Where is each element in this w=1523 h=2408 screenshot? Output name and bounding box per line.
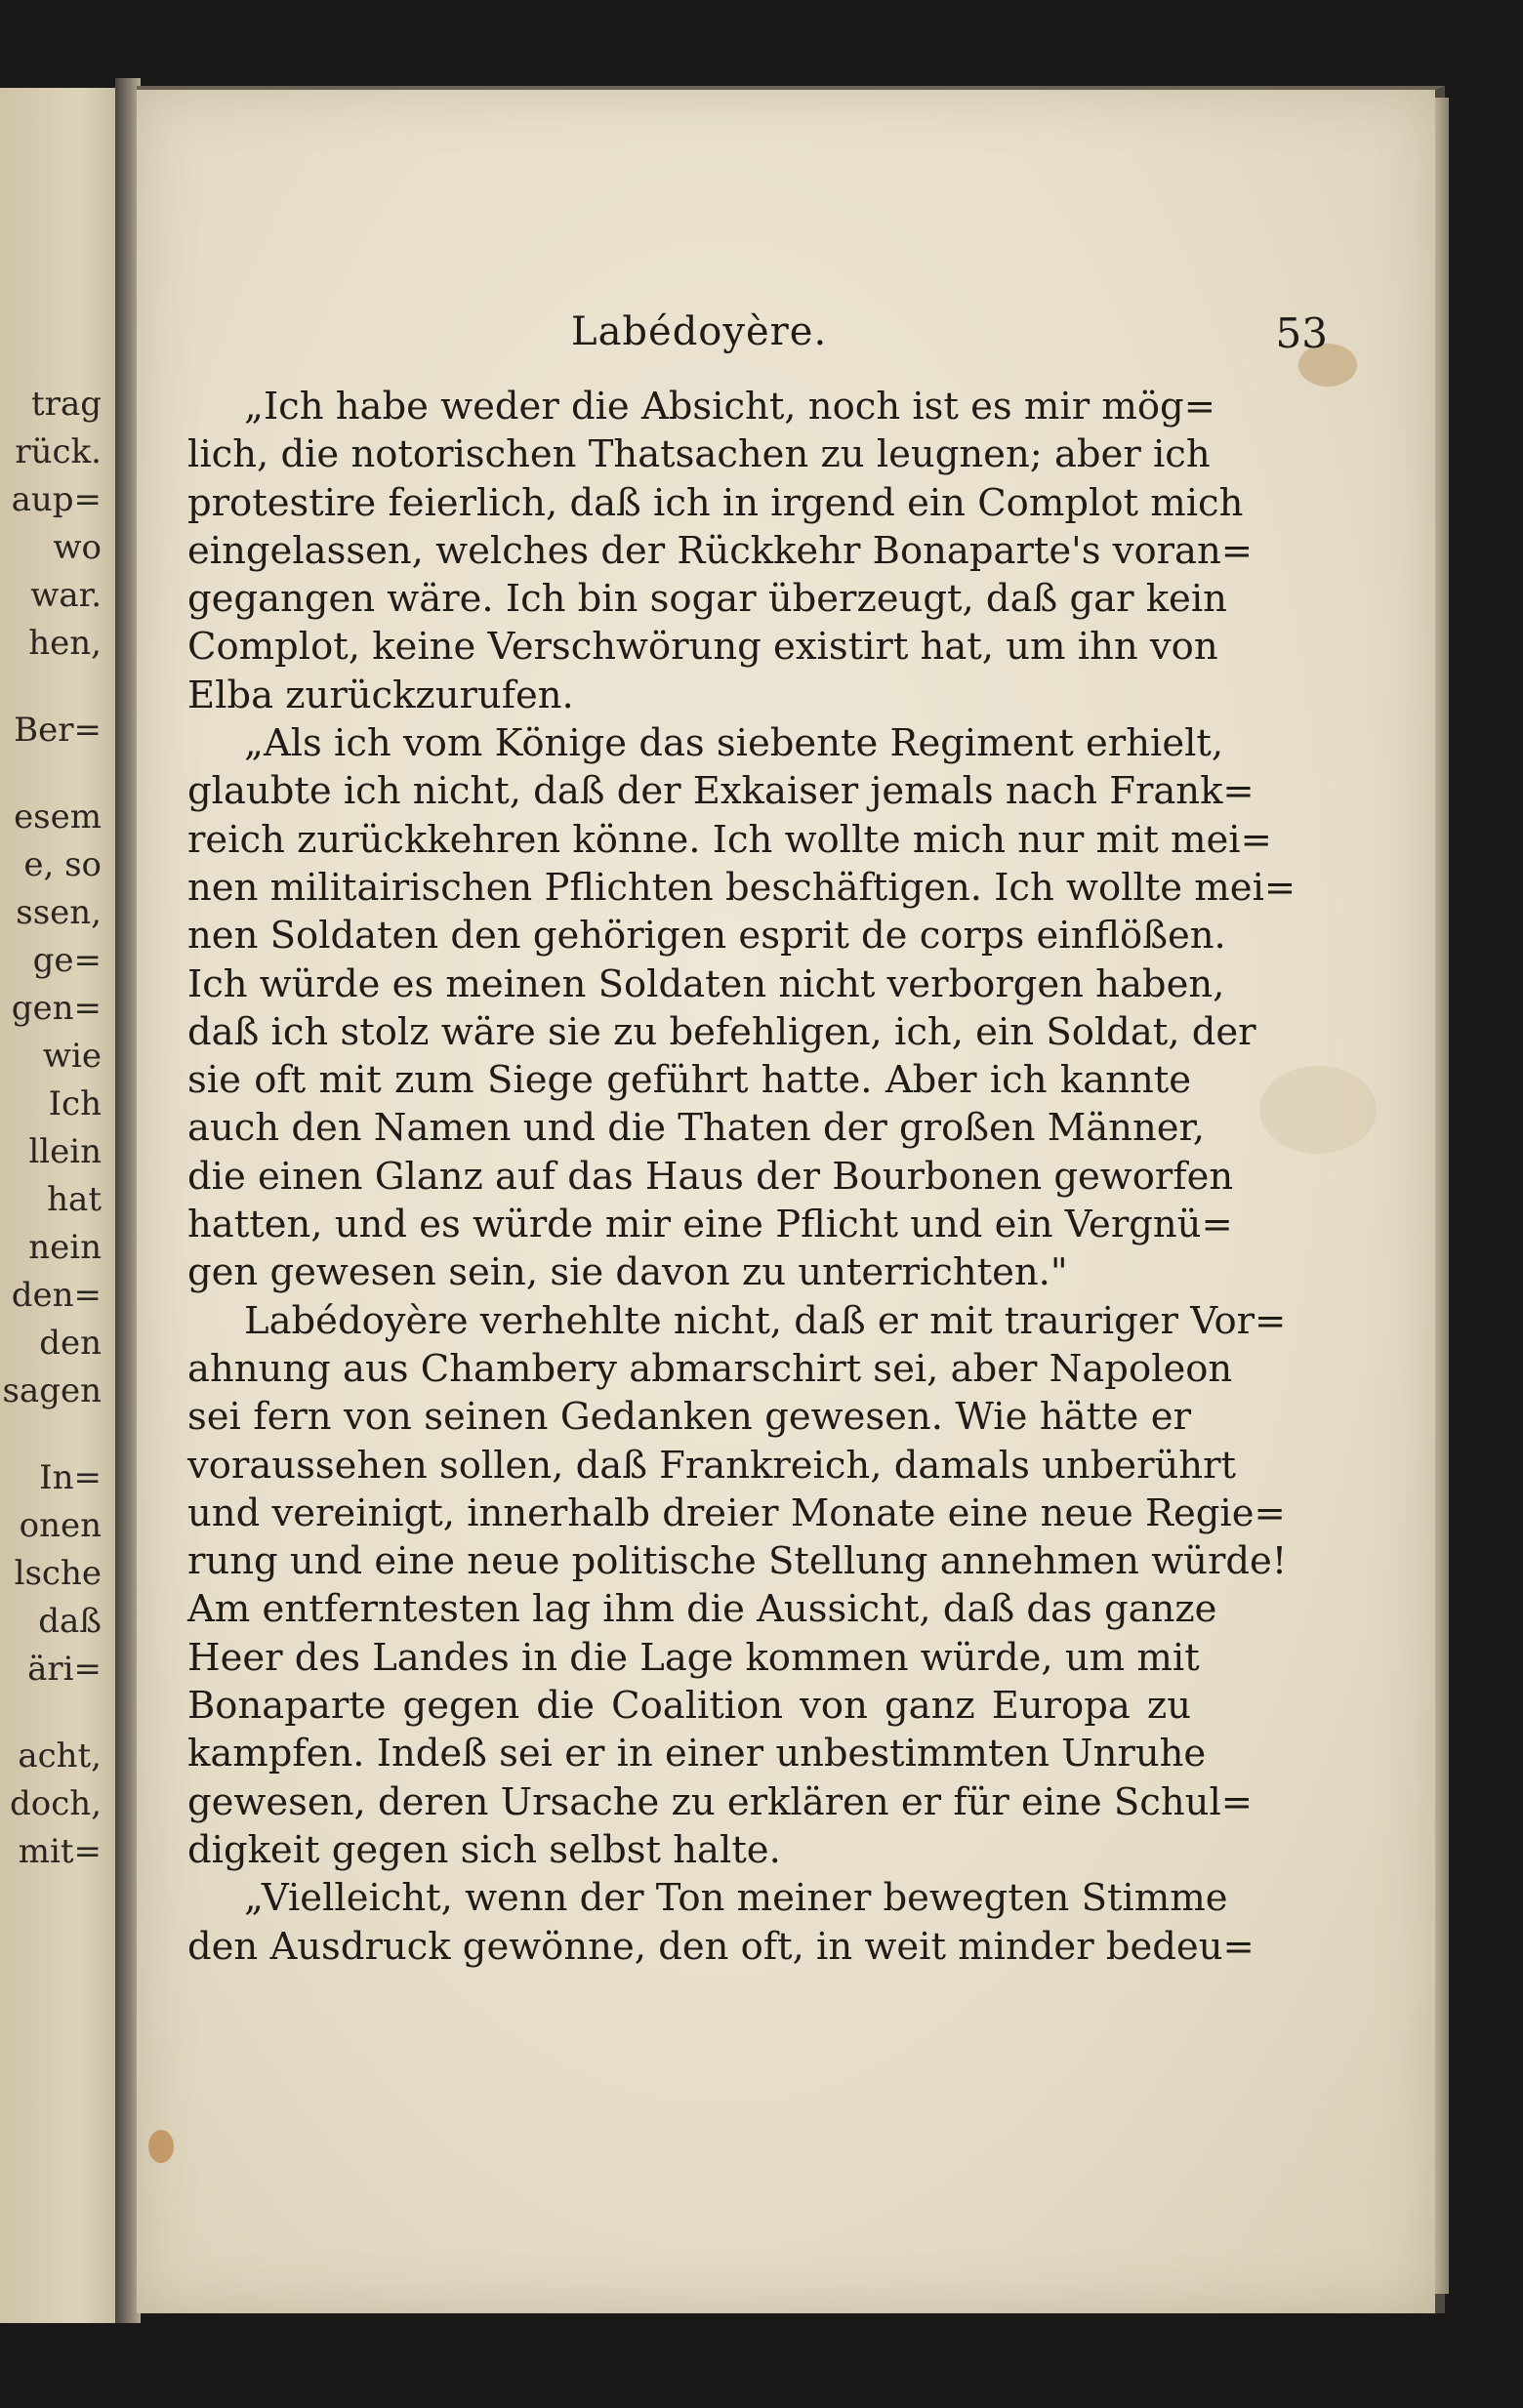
paper-stain	[1259, 1066, 1377, 1154]
text-line: die einen Glanz auf das Haus der Bourbonen geworfen	[187, 1154, 1234, 1199]
text-line: glaubte ich nicht, daß der Exkaiser jemals nach Frank=	[187, 769, 1255, 814]
fragment: wo	[53, 528, 102, 567]
text-line: sie oft mit zum Siege geführt hatte. Aber ich kannte	[187, 1058, 1191, 1103]
running-head: Labédoyère.	[571, 309, 828, 354]
fragment: den	[39, 1324, 102, 1363]
fragment: nein	[28, 1228, 102, 1267]
text-line: den Ausdruck gewönne, den oft, in weit minder bedeu=	[187, 1924, 1255, 1969]
fragment: ssen,	[16, 893, 102, 932]
fragment: llein	[28, 1132, 102, 1171]
fragment: den=	[11, 1276, 102, 1315]
text-line: gen gewesen sein, sie davon zu unterrichten."	[187, 1250, 1068, 1295]
page-number: 53	[1275, 309, 1328, 357]
text-line: digkeit gegen sich selbst halte.	[187, 1827, 781, 1872]
text-line: „Als ich vom Könige das siebente Regiment erhielt,	[244, 721, 1224, 766]
fragment: äri=	[27, 1650, 102, 1689]
fragment: aup=	[11, 480, 102, 519]
fragment: Ber=	[14, 711, 102, 750]
text-line: Labédoyère verhehlte nicht, daß er mit trauriger Vor=	[244, 1298, 1287, 1343]
text-line: „Ich habe weder die Absicht, noch ist es mir mög=	[244, 385, 1215, 429]
left-page-fragments	[2, 381, 102, 1876]
text-line: ahnung aus Chambery abmarschirt sei, aber Napoleon	[187, 1346, 1233, 1391]
fragment: rück.	[15, 432, 102, 471]
text-line: sei fern von seinen Gedanken gewesen. Wie hätte er	[187, 1395, 1191, 1440]
text-line: auch den Namen und die Thaten der großen Männer,	[187, 1106, 1205, 1151]
fragment: mit=	[18, 1832, 102, 1871]
fragment: daß	[38, 1602, 102, 1641]
text-line: „Vielleicht, wenn der Ton meiner bewegten Stimme	[244, 1876, 1228, 1921]
text-line: reich zurückkehren könne. Ich wollte mich nur mit mei=	[187, 817, 1272, 862]
fragment: wie	[42, 1037, 102, 1076]
fragment: gen=	[11, 989, 102, 1028]
fragment: war.	[30, 576, 102, 615]
fragment: In=	[39, 1458, 102, 1497]
text-line: daß ich stolz wäre sie zu befehligen, ich, ein Soldat, der	[187, 1009, 1256, 1054]
text-line: gewesen, deren Ursache zu erklären er für eine Schul=	[187, 1779, 1254, 1824]
fragment: hat	[47, 1180, 102, 1219]
text-line: Bonaparte gegen die Coalition von ganz Europa zu	[187, 1684, 1191, 1729]
text-line: eingelassen, welches der Rückkehr Bonaparte's voran=	[187, 528, 1254, 573]
right-page	[137, 86, 1445, 2313]
text-line: nen militairischen Pflichten beschäftigen. Ich wollte mei=	[187, 865, 1297, 910]
fragment: onen	[19, 1506, 102, 1545]
fragment: esem	[14, 797, 102, 837]
text-line: Am entferntesten lag ihm die Aussicht, daß das ganze	[187, 1587, 1217, 1632]
fragment: trag	[31, 385, 102, 424]
fragment: sagen	[2, 1371, 102, 1410]
fragment: lsche	[14, 1554, 102, 1593]
text-line: hatten, und es würde mir eine Pflicht und ein Vergnü=	[187, 1203, 1233, 1247]
page-edge	[1435, 98, 1449, 2294]
text-line: rung und eine neue politische Stellung annehmen würde!	[187, 1539, 1288, 1584]
text-line: voraussehen sollen, daß Frankreich, damals unberührt	[187, 1443, 1236, 1488]
text-line: lich, die notorischen Thatsachen zu leugnen; aber ich	[187, 432, 1211, 477]
page-header	[137, 309, 1435, 368]
text-line: Complot, keine Verschwörung existirt hat, um ihn von	[187, 625, 1218, 670]
fragment: Ich	[48, 1084, 102, 1123]
text-line: Elba zurückzurufen.	[187, 673, 574, 717]
text-line: Ich würde es meinen Soldaten nicht verborgen haben,	[187, 961, 1225, 1006]
fragment: hen,	[28, 624, 102, 663]
body-text	[187, 383, 1297, 1971]
text-line: Heer des Landes in die Lage kommen würde, um mit	[187, 1635, 1200, 1680]
text-line: kampfen. Indeß sei er in einer unbestimmten Unruhe	[187, 1732, 1207, 1776]
left-facing-page	[0, 88, 118, 2323]
paper-stain	[148, 2130, 174, 2163]
fragment: ge=	[32, 941, 102, 980]
text-line: protestire feierlich, daß ich in irgend ein Complot mich	[187, 480, 1244, 525]
text-line: gegangen wäre. Ich bin sogar überzeugt, daß gar kein	[187, 577, 1227, 622]
text-line: und vereinigt, innerhalb dreier Monate eine neue Regie=	[187, 1490, 1286, 1535]
fragment: acht,	[18, 1736, 102, 1775]
text-line: nen Soldaten den gehörigen esprit de corps einflößen.	[187, 914, 1226, 959]
fragment: e, so	[23, 845, 102, 884]
fragment: doch,	[10, 1784, 102, 1823]
